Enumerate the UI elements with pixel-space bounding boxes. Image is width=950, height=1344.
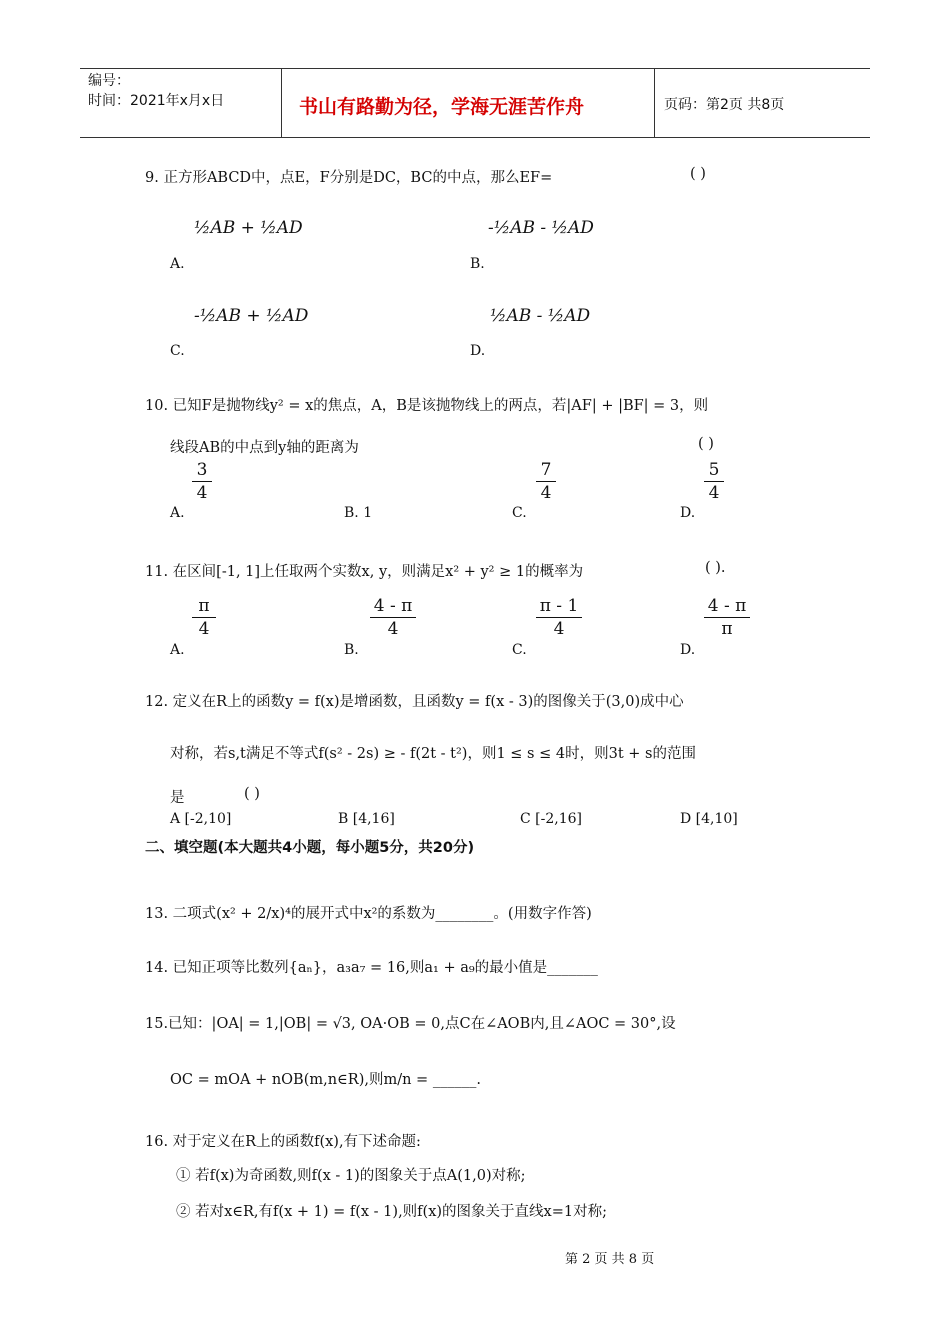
q11-option-c-fraction bbox=[536, 596, 582, 639]
header-page-info: 页码：第2页 共8页 bbox=[664, 97, 785, 113]
q10-paren: ( ) bbox=[698, 436, 714, 452]
fraction-denominator: 4 bbox=[708, 483, 720, 503]
q16-item-1: ① 若f(x)为奇函数,则f(x - 1)的图象关于点A(1,0)对称; bbox=[176, 1168, 526, 1184]
q10-option-a-label: A. bbox=[170, 505, 185, 521]
header-number: 编号： bbox=[88, 73, 130, 89]
q15-line1: 15.已知：|OA| = 1,|OB| = √3, OA·OB = 0,点C在∠AOB内,且∠AOC = 30°,设 bbox=[145, 1016, 676, 1032]
q14-text: 14. 已知正项等比数列{aₙ}，a₃a₇ = 16,则a₁ + a₉的最小值是_______ bbox=[145, 960, 598, 976]
fraction-numerator: 5 bbox=[708, 460, 720, 480]
q16-item-2: ② 若对x∈R,有f(x + 1) = f(x - 1),则f(x)的图象关于直线x=1对称; bbox=[176, 1204, 607, 1220]
fraction-denominator: π bbox=[721, 619, 733, 639]
q16-stem: 16. 对于定义在R上的函数f(x),有下述命题: bbox=[145, 1134, 421, 1150]
q9-option-b-label: B. bbox=[470, 256, 485, 272]
fraction-numerator: π - 1 bbox=[539, 596, 579, 616]
fraction-numerator: π bbox=[198, 596, 210, 616]
q11-option-c-label: C. bbox=[512, 642, 527, 658]
fraction-numerator: 3 bbox=[196, 460, 208, 480]
q10-option-c-fraction bbox=[536, 460, 556, 503]
fraction-numerator: 4 - π bbox=[373, 596, 413, 616]
q9-option-c-expr: -½AB + ½AD bbox=[194, 306, 309, 326]
fraction-numerator: 4 - π bbox=[707, 596, 747, 616]
q9-option-b-expr: -½AB - ½AD bbox=[488, 218, 594, 238]
q13-text: 13. 二项式(x² + 2/x)⁴的展开式中x²的系数为________。(用数字作答) bbox=[145, 906, 592, 922]
header-divider bbox=[654, 69, 655, 137]
q9-option-d-expr: ½AB - ½AD bbox=[490, 306, 591, 326]
fraction-denominator: 4 bbox=[540, 483, 552, 503]
q11-option-d-label: D. bbox=[680, 642, 696, 658]
q10-stem-line1: 10. 已知F是抛物线y² = x的焦点，A，B是该抛物线上的两点，若|AF| + |BF| = 3，则 bbox=[145, 398, 709, 414]
q11-paren: ( ). bbox=[705, 560, 726, 576]
page-footer: 第 2 页 共 8 页 bbox=[565, 1252, 655, 1267]
q9-paren: ( ) bbox=[690, 166, 706, 182]
q9-option-c-label: C. bbox=[170, 343, 185, 359]
q12-option-b: B [4,16] bbox=[338, 811, 395, 827]
q10-option-d-fraction bbox=[704, 460, 724, 503]
section-title: 二、填空题(本大题共4小题，每小题5分，共20分) bbox=[145, 840, 475, 856]
q10-option-c-label: C. bbox=[512, 505, 527, 521]
header-divider bbox=[281, 69, 282, 137]
fraction-denominator: 4 bbox=[387, 619, 399, 639]
q12-stem-line3: 是 bbox=[170, 790, 185, 806]
q12-option-c: C [-2,16] bbox=[520, 811, 582, 827]
q11-option-a-label: A. bbox=[170, 642, 185, 658]
q11-option-b-fraction bbox=[370, 596, 416, 639]
fraction-denominator: 4 bbox=[553, 619, 565, 639]
q10-option-a-fraction bbox=[192, 460, 212, 503]
q15-line2: OC = mOA + nOB(m,n∈R),则m/n = ______. bbox=[170, 1072, 481, 1088]
q12-option-a: A [-2,10] bbox=[170, 811, 232, 827]
q10-option-d-label: D. bbox=[680, 505, 696, 521]
q12-stem-line2: 对称，若s,t满足不等式f(s² - 2s) ≥ - f(2t - t²)，则1 ≤ s ≤ 4时，则3t + s的范围 bbox=[170, 746, 696, 762]
header-motto: 书山有路勤为径，学海无涯苦作舟 bbox=[299, 96, 585, 118]
q9-option-a-label: A. bbox=[170, 256, 185, 272]
fraction-denominator: 4 bbox=[196, 483, 208, 503]
q11-option-d-fraction bbox=[704, 596, 750, 639]
q9-option-a-expr: ½AB + ½AD bbox=[194, 218, 303, 238]
q12-option-d: D [4,10] bbox=[680, 811, 738, 827]
fraction-numerator: 7 bbox=[540, 460, 552, 480]
q10-stem-line2: 线段AB的中点到y轴的距离为 bbox=[170, 440, 359, 456]
q12-paren: ( ) bbox=[244, 786, 260, 802]
q12-stem-line1: 12. 定义在R上的函数y = f(x)是增函数，且函数y = f(x - 3)的图像关于(3,0)成中心 bbox=[145, 694, 684, 710]
q9-stem: 9. 正方形ABCD中，点E，F分别是DC，BC的中点，那么EF= bbox=[145, 170, 553, 186]
q9-option-d-label: D. bbox=[470, 343, 486, 359]
fraction-denominator: 4 bbox=[198, 619, 210, 639]
q11-option-a-fraction bbox=[192, 596, 216, 639]
q11-option-b-label: B. bbox=[344, 642, 359, 658]
q11-stem: 11. 在区间[-1, 1]上任取两个实数x, y，则满足x² + y² ≥ 1的概率为 bbox=[145, 564, 584, 580]
q10-option-b: B. 1 bbox=[344, 505, 373, 521]
header-time: 时间：2021年x月x日 bbox=[88, 93, 225, 109]
